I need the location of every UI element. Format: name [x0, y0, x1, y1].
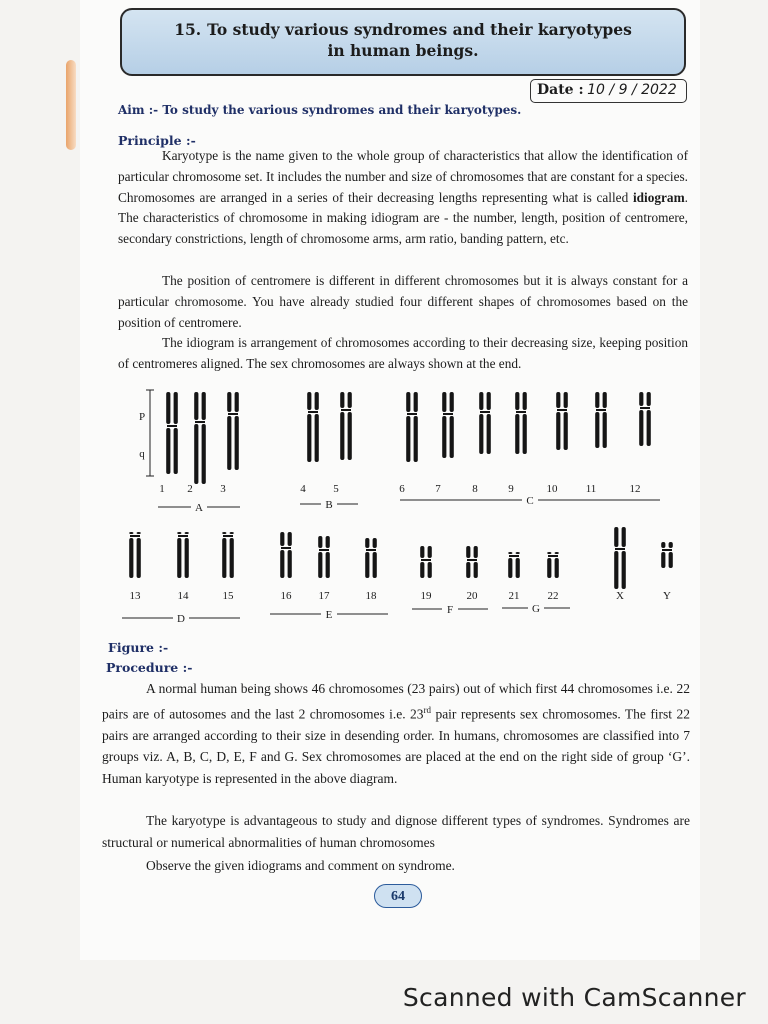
chromosome-number-17: 17: [318, 590, 330, 602]
chromosome-number-6: 6: [399, 483, 405, 495]
chromosome-Y: [661, 542, 673, 568]
chromosome-5: [340, 392, 352, 460]
chromosome-number-15: 15: [222, 590, 234, 602]
chromosome-number-2: 2: [187, 483, 193, 495]
chromosome-number-3: 3: [220, 483, 226, 495]
principle-p1-text-a: Karyotype is the name given to the whole group of characteristics that allow the identification of particular chromosome set. It includes the number and size of chromosomes that are constant for a species. Chromosomes are arranged in a series of their decreasing lengths representing what is called: [118, 148, 688, 205]
chromosome-12: [639, 392, 651, 446]
date-label: Date :: [537, 82, 584, 98]
procedure-paragraph-2: [102, 810, 690, 853]
chromosome-number-9: 9: [508, 483, 514, 495]
date-value: 10 / 9 / 2022: [587, 82, 677, 98]
chromosome-20: [466, 546, 478, 578]
principle-paragraph-3: [118, 333, 688, 375]
chromosome-number-10: 10: [546, 483, 558, 495]
chromosome-8: [479, 392, 491, 454]
principle-paragraph-1: [118, 146, 688, 250]
chromosome-number-13: 13: [129, 590, 141, 602]
principle-paragraph-2: [118, 271, 688, 333]
chromosome-2: [194, 392, 206, 484]
procedure-p2-text: The karyotype is advantageous to study and dignose different types of syndromes. Syndromes are structural or numerical abnormalities of human chromosomes: [102, 813, 690, 850]
chromosome-number-16: 16: [280, 590, 292, 602]
group-label-f: F: [446, 604, 454, 616]
chromosome-number-12: 12: [629, 483, 641, 495]
aim-line: [118, 103, 538, 117]
principle-heading: Principle :-: [118, 133, 196, 148]
chromosome-number-19: 19: [420, 590, 432, 602]
group-label-c: C: [526, 495, 534, 507]
karyotype-idiogram: [100, 382, 690, 632]
procedure-p1-text-a: A normal human being shows 46 chromosomes (23 pairs) out of which first 44 chromosomes i.e. 22 pairs are of autosomes and the last 2 chromosomes i.e. 23: [102, 681, 690, 721]
chromosome-18: [365, 538, 377, 578]
chromosome-7: [442, 392, 454, 458]
camscanner-watermark: Scanned with CamScanner: [402, 983, 746, 1012]
chromosome-13: [129, 532, 141, 578]
chromosome-6: [406, 392, 418, 462]
chromosome-number-Y: Y: [663, 590, 671, 602]
procedure-p3-text: Observe the given idiograms and comment on syndrome.: [146, 858, 455, 873]
chromosome-19: [420, 546, 432, 578]
group-label-e: E: [325, 609, 333, 621]
title-line-2: in human beings.: [327, 41, 479, 60]
chromosome-number-7: 7: [435, 483, 441, 495]
principle-p1-text-b: . The characteristics of chromosome in making idiogram are - the number, length, position of centromere, secondary constrictions, length of chromosome arms, arm ratio, banding pattern, etc.: [118, 189, 688, 247]
page-number: 64: [374, 884, 422, 908]
chromosome-number-11: 11: [585, 483, 597, 495]
chromosome-number-20: 20: [466, 590, 478, 602]
chromosome-21: [508, 552, 520, 578]
chromosome-X: [614, 527, 626, 589]
chromosome-14: [177, 532, 189, 578]
superscript-rd: rd: [423, 704, 432, 715]
chromosome-22: [547, 552, 559, 578]
chromosome-number-5: 5: [333, 483, 339, 495]
aim-text: To study the various syndromes and their karyotypes.: [162, 103, 522, 117]
procedure-paragraph-1: [102, 678, 690, 789]
chromosome-number-4: 4: [300, 483, 306, 495]
date-box: [530, 79, 687, 103]
group-label-b: B: [325, 499, 333, 511]
chromosome-3: [227, 392, 239, 470]
scan-edge-artifact: [66, 60, 76, 150]
idiogram-term: idiogram: [632, 189, 685, 205]
figure-caption: Figure :-: [108, 640, 169, 655]
chromosome-1: [166, 392, 178, 474]
title-line-1: [122, 19, 684, 40]
principle-p2-text: The position of centromere is different in different chromosomes but it is always constant for a particular chromosome. You have already studied four different shapes of chromosomes based on the position of centromere.: [118, 273, 688, 330]
chromosome-number-22: 22: [547, 590, 559, 602]
chromosome-number-8: 8: [472, 483, 478, 495]
p-arm-label: P: [138, 411, 146, 423]
chromosome-4: [307, 392, 319, 462]
chromosome-number-18: 18: [365, 590, 377, 602]
group-label-g: G: [532, 603, 540, 615]
chromosome-9: [515, 392, 527, 454]
aim-label: Aim :-: [118, 103, 159, 117]
procedure-paragraph-3: [102, 855, 690, 877]
group-label-d: D: [177, 613, 185, 625]
chromosome-11: [595, 392, 607, 448]
chromosome-number-1: 1: [159, 483, 165, 495]
chromosome-number-21: 21: [508, 590, 520, 602]
group-label-a: A: [195, 502, 203, 514]
chromosome-16: [280, 532, 292, 578]
chromosome-17: [318, 536, 330, 578]
principle-p3-text: The idiogram is arrangement of chromosomes according to their decreasing size, keeping position of centromeres aligned. The sex chromosomes are always shown at the end.: [118, 335, 688, 371]
title-text-1: To study various syndromes and their karyotypes: [207, 20, 632, 39]
chromosome-number-X: X: [616, 590, 624, 602]
chromosome-10: [556, 392, 568, 450]
chapter-title-banner: [120, 8, 686, 76]
procedure-heading: Procedure :-: [106, 660, 193, 675]
chromosome-number-14: 14: [177, 590, 189, 602]
chapter-number: 15.: [174, 20, 202, 39]
procedure-p1-text-b: pair represents sex chromosomes. The first 22 pairs are arranged according to their size in desending order. In humans, chromosomes are classified into 7 groups viz. A, B, C, D, E, F and G. Sex chromosomes are placed at the end on the right side of group ‘G’. Human karyotype is represented in the above diagram.: [102, 706, 690, 786]
q-arm-label: q: [139, 448, 145, 460]
chromosome-15: [222, 532, 234, 578]
